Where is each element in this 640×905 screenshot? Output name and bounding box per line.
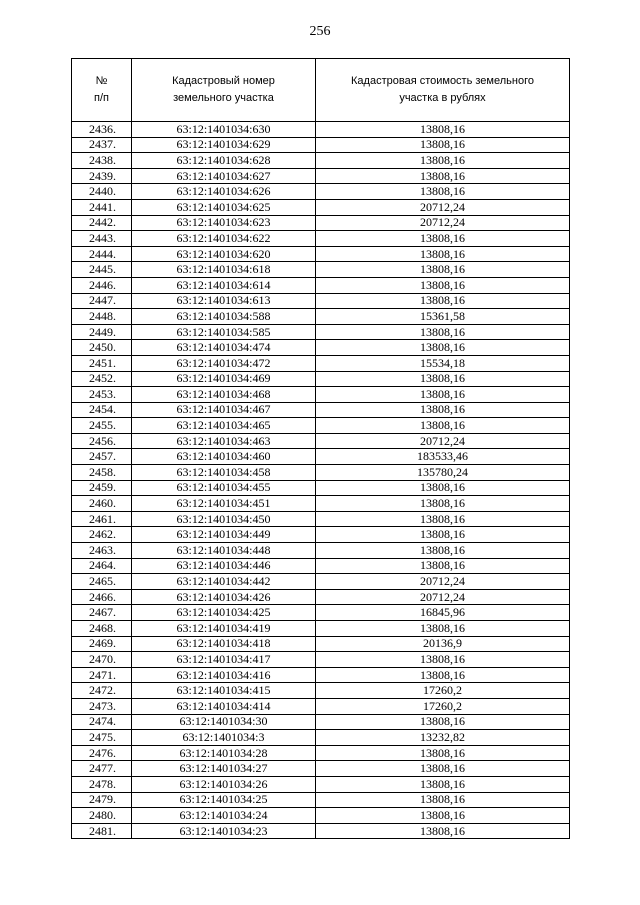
row-number-cell: 2468.	[72, 621, 132, 637]
table-row	[72, 293, 570, 309]
cadastral-value-cell: 13808,16	[316, 324, 570, 340]
page-number: 256	[309, 24, 331, 39]
cadastral-value-cell: 20712,24	[316, 199, 570, 215]
row-number-cell: 2450.	[72, 340, 132, 356]
cadastral-value-cell: 13808,16	[316, 823, 570, 839]
row-number-cell: 2437.	[72, 137, 132, 153]
row-number-cell: 2481.	[72, 823, 132, 839]
cadastral-value-cell: 20712,24	[316, 215, 570, 231]
cadastral-value-cell: 15361,58	[316, 309, 570, 325]
table-row	[72, 153, 570, 169]
cadastral-value-cell: 13808,16	[316, 137, 570, 153]
table-row	[72, 698, 570, 714]
table-row	[72, 262, 570, 278]
table-row	[72, 823, 570, 839]
table-row	[72, 371, 570, 387]
table-row	[72, 449, 570, 465]
table-row	[72, 558, 570, 574]
table-row	[72, 418, 570, 434]
cadastral-number-cell: 63:12:1401034:418	[132, 636, 316, 652]
row-number-cell: 2445.	[72, 262, 132, 278]
cadastral-value-cell: 17260,2	[316, 698, 570, 714]
header-number-sign: №	[95, 75, 108, 87]
cadastral-value-cell: 13808,16	[316, 293, 570, 309]
cadastral-value-cell: 13808,16	[316, 527, 570, 543]
row-number-cell: 2473.	[72, 698, 132, 714]
row-number-cell: 2455.	[72, 418, 132, 434]
cadastral-value-cell: 13808,16	[316, 168, 570, 184]
table-row	[72, 808, 570, 824]
row-number-cell: 2454.	[72, 402, 132, 418]
cadastral-value-cell: 13808,16	[316, 418, 570, 434]
cadastral-number-cell: 63:12:1401034:24	[132, 808, 316, 824]
cadastral-value-table	[71, 58, 570, 839]
cadastral-value-cell: 13808,16	[316, 184, 570, 200]
cadastral-number-cell: 63:12:1401034:450	[132, 511, 316, 527]
row-number-cell: 2471.	[72, 667, 132, 683]
row-number-cell: 2470.	[72, 652, 132, 668]
table-row	[72, 589, 570, 605]
cadastral-value-cell: 20136,9	[316, 636, 570, 652]
table-row	[72, 543, 570, 559]
cadastral-value-cell: 13808,16	[316, 652, 570, 668]
cadastral-number-cell: 63:12:1401034:28	[132, 745, 316, 761]
cadastral-number-cell: 63:12:1401034:419	[132, 621, 316, 637]
cadastral-value-cell: 13808,16	[316, 371, 570, 387]
header-value-line1: Кадастровая стоимость земельного	[351, 75, 534, 87]
row-number-cell: 2480.	[72, 808, 132, 824]
table-row	[72, 199, 570, 215]
table-row	[72, 527, 570, 543]
cadastral-value-cell: 13808,16	[316, 714, 570, 730]
table-row	[72, 667, 570, 683]
table-row	[72, 465, 570, 481]
cadastral-number-cell: 63:12:1401034:628	[132, 153, 316, 169]
cadastral-value-cell: 13808,16	[316, 543, 570, 559]
cadastral-value-cell: 16845,96	[316, 605, 570, 621]
table-row	[72, 137, 570, 153]
cadastral-value-cell: 13808,16	[316, 496, 570, 512]
cadastral-value-cell: 13808,16	[316, 246, 570, 262]
cadastral-number-cell: 63:12:1401034:585	[132, 324, 316, 340]
cadastral-number-cell: 63:12:1401034:25	[132, 792, 316, 808]
cadastral-number-cell: 63:12:1401034:460	[132, 449, 316, 465]
cadastral-number-cell: 63:12:1401034:449	[132, 527, 316, 543]
row-number-cell: 2458.	[72, 465, 132, 481]
row-number-cell: 2476.	[72, 745, 132, 761]
row-number-cell: 2472.	[72, 683, 132, 699]
row-number-cell: 2436.	[72, 122, 132, 138]
cadastral-value-cell: 20712,24	[316, 574, 570, 590]
cadastral-value-cell: 13808,16	[316, 340, 570, 356]
table-row	[72, 324, 570, 340]
cadastral-number-cell: 63:12:1401034:446	[132, 558, 316, 574]
cadastral-value-cell: 13808,16	[316, 511, 570, 527]
table-row	[72, 340, 570, 356]
cadastral-number-cell: 63:12:1401034:469	[132, 371, 316, 387]
row-number-cell: 2453.	[72, 387, 132, 403]
table-row	[72, 496, 570, 512]
cadastral-value-cell: 183533,46	[316, 449, 570, 465]
row-number-cell: 2469.	[72, 636, 132, 652]
table-row	[72, 480, 570, 496]
cadastral-value-cell: 13808,16	[316, 558, 570, 574]
cadastral-value-cell: 13232,82	[316, 730, 570, 746]
table-row	[72, 215, 570, 231]
table-row	[72, 605, 570, 621]
cadastral-number-cell: 63:12:1401034:30	[132, 714, 316, 730]
cadastral-number-cell: 63:12:1401034:618	[132, 262, 316, 278]
row-number-cell: 2459.	[72, 480, 132, 496]
cadastral-number-cell: 63:12:1401034:425	[132, 605, 316, 621]
cadastral-value-cell: 13808,16	[316, 792, 570, 808]
table-row	[72, 433, 570, 449]
table-header-row	[72, 59, 570, 122]
row-number-cell: 2447.	[72, 293, 132, 309]
cadastral-number-cell: 63:12:1401034:623	[132, 215, 316, 231]
row-number-cell: 2441.	[72, 199, 132, 215]
cadastral-value-cell: 20712,24	[316, 589, 570, 605]
row-number-cell: 2444.	[72, 246, 132, 262]
cadastral-number-cell: 63:12:1401034:588	[132, 309, 316, 325]
table-row	[72, 574, 570, 590]
row-number-cell: 2465.	[72, 574, 132, 590]
header-value-line2: участка в рублях	[399, 92, 486, 104]
table-row	[72, 402, 570, 418]
row-number-cell: 2448.	[72, 309, 132, 325]
cadastral-value-cell: 13808,16	[316, 761, 570, 777]
cadastral-number-cell: 63:12:1401034:468	[132, 387, 316, 403]
table-row	[72, 714, 570, 730]
cadastral-value-cell: 17260,2	[316, 683, 570, 699]
row-number-cell: 2461.	[72, 511, 132, 527]
table-row	[72, 792, 570, 808]
cadastral-number-cell: 63:12:1401034:630	[132, 122, 316, 138]
cadastral-number-cell: 63:12:1401034:625	[132, 199, 316, 215]
cadastral-number-cell: 63:12:1401034:613	[132, 293, 316, 309]
cadastral-value-cell: 13808,16	[316, 262, 570, 278]
cadastral-number-cell: 63:12:1401034:417	[132, 652, 316, 668]
cadastral-number-cell: 63:12:1401034:414	[132, 698, 316, 714]
row-number-cell: 2443.	[72, 231, 132, 247]
cadastral-number-cell: 63:12:1401034:415	[132, 683, 316, 699]
cadastral-value-cell: 13808,16	[316, 808, 570, 824]
cadastral-number-cell: 63:12:1401034:620	[132, 246, 316, 262]
cadastral-value-cell: 13808,16	[316, 153, 570, 169]
header-row-number	[72, 59, 132, 122]
row-number-cell: 2462.	[72, 527, 132, 543]
row-number-cell: 2478.	[72, 776, 132, 792]
row-number-cell: 2446.	[72, 277, 132, 293]
row-number-cell: 2466.	[72, 589, 132, 605]
table-row	[72, 730, 570, 746]
cadastral-number-cell: 63:12:1401034:23	[132, 823, 316, 839]
cadastral-value-cell: 13808,16	[316, 480, 570, 496]
table-row	[72, 355, 570, 371]
row-number-cell: 2460.	[72, 496, 132, 512]
cadastral-value-cell: 135780,24	[316, 465, 570, 481]
table-row	[72, 309, 570, 325]
cadastral-value-cell: 13808,16	[316, 667, 570, 683]
cadastral-number-cell: 63:12:1401034:474	[132, 340, 316, 356]
row-number-cell: 2456.	[72, 433, 132, 449]
cadastral-value-cell: 13808,16	[316, 277, 570, 293]
header-number-abbrev: п/п	[94, 92, 109, 104]
cadastral-number-cell: 63:12:1401034:626	[132, 184, 316, 200]
row-number-cell: 2479.	[72, 792, 132, 808]
table-row	[72, 231, 570, 247]
row-number-cell: 2467.	[72, 605, 132, 621]
cadastral-number-cell: 63:12:1401034:448	[132, 543, 316, 559]
table-row	[72, 776, 570, 792]
header-cadastral-value	[316, 59, 570, 122]
cadastral-number-cell: 63:12:1401034:629	[132, 137, 316, 153]
row-number-cell: 2438.	[72, 153, 132, 169]
cadastral-value-cell: 15534,18	[316, 355, 570, 371]
row-number-cell: 2452.	[72, 371, 132, 387]
row-number-cell: 2440.	[72, 184, 132, 200]
header-cadastral-number	[132, 59, 316, 122]
cadastral-number-cell: 63:12:1401034:463	[132, 433, 316, 449]
cadastral-number-cell: 63:12:1401034:622	[132, 231, 316, 247]
cadastral-number-cell: 63:12:1401034:27	[132, 761, 316, 777]
cadastral-value-cell: 13808,16	[316, 122, 570, 138]
cadastral-value-cell: 13808,16	[316, 745, 570, 761]
cadastral-number-cell: 63:12:1401034:26	[132, 776, 316, 792]
cadastral-number-cell: 63:12:1401034:458	[132, 465, 316, 481]
table-row	[72, 683, 570, 699]
cadastral-number-cell: 63:12:1401034:467	[132, 402, 316, 418]
table-row	[72, 246, 570, 262]
table-row	[72, 511, 570, 527]
row-number-cell: 2442.	[72, 215, 132, 231]
row-number-cell: 2463.	[72, 543, 132, 559]
cadastral-number-cell: 63:12:1401034:455	[132, 480, 316, 496]
table-row	[72, 745, 570, 761]
row-number-cell: 2474.	[72, 714, 132, 730]
cadastral-number-cell: 63:12:1401034:426	[132, 589, 316, 605]
cadastral-value-cell: 13808,16	[316, 231, 570, 247]
row-number-cell: 2451.	[72, 355, 132, 371]
table-row	[72, 621, 570, 637]
header-cadastral-line2: земельного участка	[173, 92, 274, 104]
row-number-cell: 2477.	[72, 761, 132, 777]
row-number-cell: 2464.	[72, 558, 132, 574]
table-row	[72, 761, 570, 777]
cadastral-number-cell: 63:12:1401034:416	[132, 667, 316, 683]
table-row	[72, 184, 570, 200]
cadastral-number-cell: 63:12:1401034:442	[132, 574, 316, 590]
cadastral-value-cell: 13808,16	[316, 387, 570, 403]
cadastral-value-cell: 13808,16	[316, 621, 570, 637]
cadastral-number-cell: 63:12:1401034:627	[132, 168, 316, 184]
cadastral-number-cell: 63:12:1401034:451	[132, 496, 316, 512]
cadastral-value-cell: 13808,16	[316, 402, 570, 418]
cadastral-value-cell: 13808,16	[316, 776, 570, 792]
cadastral-number-cell: 63:12:1401034:465	[132, 418, 316, 434]
cadastral-number-cell: 63:12:1401034:3	[132, 730, 316, 746]
table-row	[72, 636, 570, 652]
cadastral-number-cell: 63:12:1401034:614	[132, 277, 316, 293]
table-row	[72, 652, 570, 668]
header-cadastral-line1: Кадастровый номер	[172, 75, 275, 87]
table-row	[72, 122, 570, 138]
row-number-cell: 2439.	[72, 168, 132, 184]
cadastral-number-cell: 63:12:1401034:472	[132, 355, 316, 371]
row-number-cell: 2457.	[72, 449, 132, 465]
table-row	[72, 168, 570, 184]
table-row	[72, 387, 570, 403]
row-number-cell: 2449.	[72, 324, 132, 340]
table-row	[72, 277, 570, 293]
cadastral-value-cell: 20712,24	[316, 433, 570, 449]
row-number-cell: 2475.	[72, 730, 132, 746]
